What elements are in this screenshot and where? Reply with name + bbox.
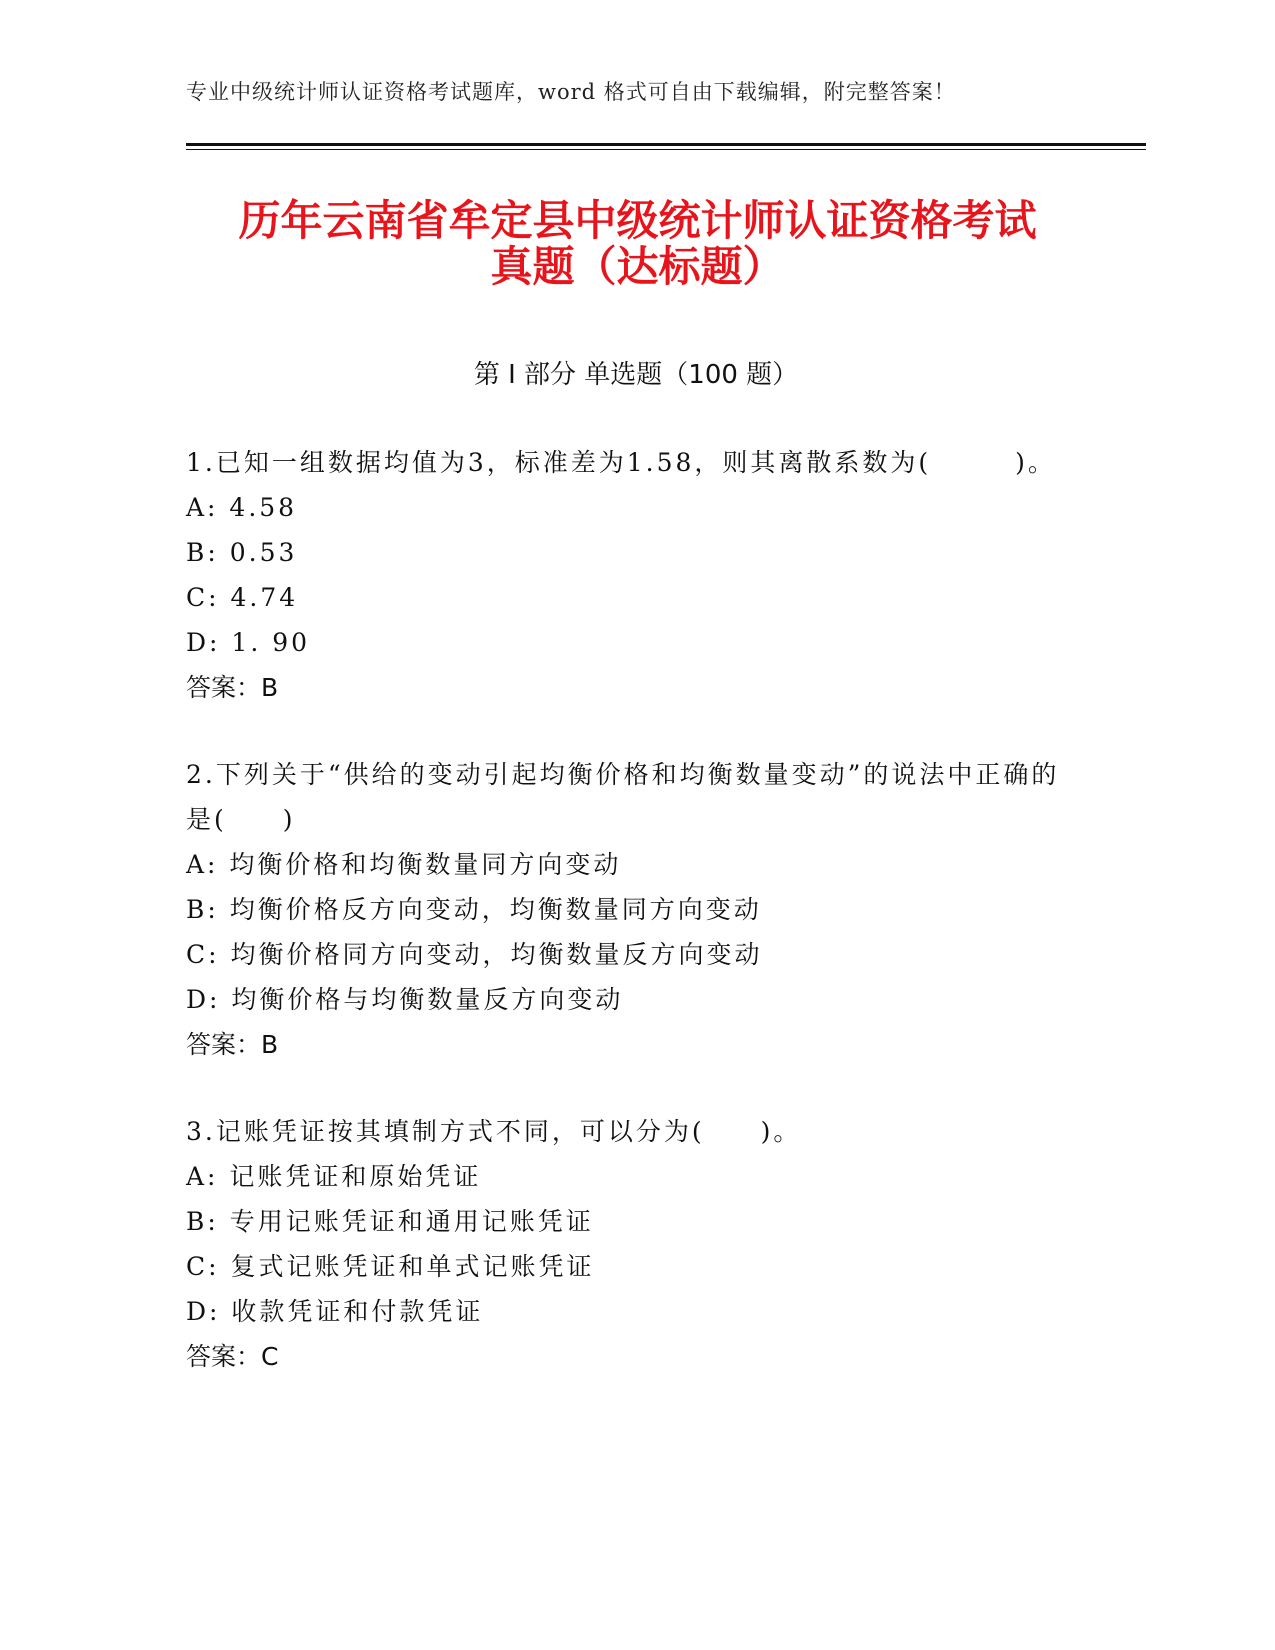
option-a: A: 4.58 xyxy=(186,493,298,522)
header-note: 专业中级统计师认证资格考试题库，word 格式可自由下载编辑，附完整答案！ xyxy=(186,80,956,104)
option-a: A: 均衡价格和均衡数量同方向变动 xyxy=(186,850,622,879)
document-title-line-1: 历年云南省牟定县中级统计师认证资格考试 xyxy=(238,196,1037,245)
option-d: D: 1. 90 xyxy=(186,628,311,657)
header-rule-thick xyxy=(186,143,1146,146)
option-a: A: 记账凭证和原始凭证 xyxy=(186,1162,482,1191)
document-title xyxy=(150,198,1125,290)
answer: 答案：B xyxy=(186,673,279,702)
header-rule-thin xyxy=(186,149,1146,150)
option-b: B: 专用记账凭证和通用记账凭证 xyxy=(186,1207,594,1236)
option-c: C: 4.74 xyxy=(186,583,299,612)
option-c: C: 均衡价格同方向变动，均衡数量反方向变动 xyxy=(186,940,763,969)
question-stem: 2.下列关于“供给的变动引起均衡价格和均衡数量变动”的说法中正确的是( ) xyxy=(186,760,1060,834)
question-3 xyxy=(186,1109,1066,1379)
option-c: C: 复式记账凭证和单式记账凭证 xyxy=(186,1252,595,1281)
question-stem: 1.已知一组数据均值为3，标准差为1.58，则其离散系数为( )。 xyxy=(186,448,1056,477)
section-title: 第 I 部分 单选题（100 题） xyxy=(473,360,799,390)
question-2 xyxy=(186,752,1066,1067)
question-stem: 3.记账凭证按其填制方式不同，可以分为( )。 xyxy=(186,1117,802,1146)
option-d: D: 收款凭证和付款凭证 xyxy=(186,1297,484,1326)
answer: 答案：B xyxy=(186,1030,279,1059)
option-b: B: 0.53 xyxy=(186,538,298,567)
question-list xyxy=(186,440,1066,1421)
option-d: D: 均衡价格与均衡数量反方向变动 xyxy=(186,985,624,1014)
answer: 答案：C xyxy=(186,1342,279,1371)
question-1 xyxy=(186,440,1066,710)
option-b: B: 均衡价格反方向变动，均衡数量同方向变动 xyxy=(186,895,762,924)
document-title-line-2: 真题（达标题） xyxy=(490,242,785,291)
